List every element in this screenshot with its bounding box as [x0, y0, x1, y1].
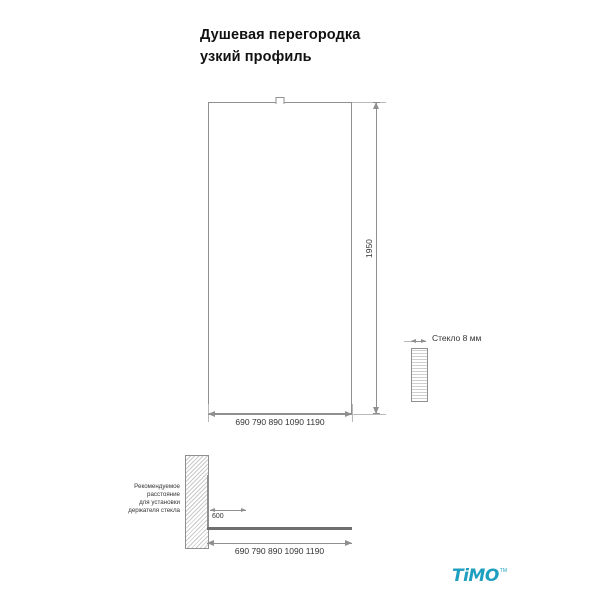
glass-plan-line: [207, 527, 352, 530]
page-title: [200, 24, 530, 68]
top-clip-icon: [276, 97, 285, 104]
plan-width-dimension-line: [207, 543, 352, 544]
extension-line-right: [352, 404, 353, 422]
arrow-down-icon: [373, 407, 379, 414]
width-dimension-label: 690 790 890 1090 1190: [235, 417, 325, 427]
glass-thickness-dimension: [411, 341, 426, 342]
arrow-right-icon: [421, 339, 426, 343]
arrow-left-icon: [411, 339, 416, 343]
note-line-1: Рекомендуемое: [134, 483, 180, 490]
note-line-2: расстояние: [147, 491, 180, 498]
arrow-left-icon: [207, 540, 214, 546]
arrow-right-icon: [345, 411, 352, 417]
arrow-up-icon: [373, 102, 379, 109]
width-dimension-line: [208, 414, 352, 415]
extension-line-top: [352, 102, 386, 103]
plan-width-dimension-label: 690 790 890 1090 1190: [234, 546, 325, 556]
height-dimension-line: [376, 102, 377, 414]
arrow-right-icon: [345, 540, 352, 546]
installation-note: [30, 483, 180, 515]
note-line-3: для установки: [139, 499, 180, 506]
title-line-2: узкий профиль: [200, 49, 312, 65]
bracket-vertical-line: [207, 475, 208, 529]
bracket-distance-label: 600: [212, 513, 224, 520]
bracket-distance-dimension: [210, 510, 246, 511]
arrow-left-icon: [208, 411, 215, 417]
wall-hatch: [185, 455, 209, 549]
glass-thickness-label: Стекло 8 мм: [432, 333, 482, 343]
plan-view: [100, 455, 520, 565]
height-dimension-label: 1950: [364, 239, 374, 258]
arrow-left-icon: [210, 508, 215, 512]
extension-line-bottom: [352, 414, 386, 415]
note-line-4: держателя стекла: [128, 507, 180, 514]
elevation-view: [208, 102, 352, 414]
brand-logo: [452, 564, 518, 588]
logo-trademark: TM: [499, 568, 508, 574]
title-line-1: Душевая перегородка: [200, 27, 361, 43]
glass-panel: [208, 102, 352, 414]
logo-text: TiMO: [452, 566, 499, 586]
arrow-right-icon: [241, 508, 246, 512]
glass-section-hatch: [411, 348, 428, 402]
